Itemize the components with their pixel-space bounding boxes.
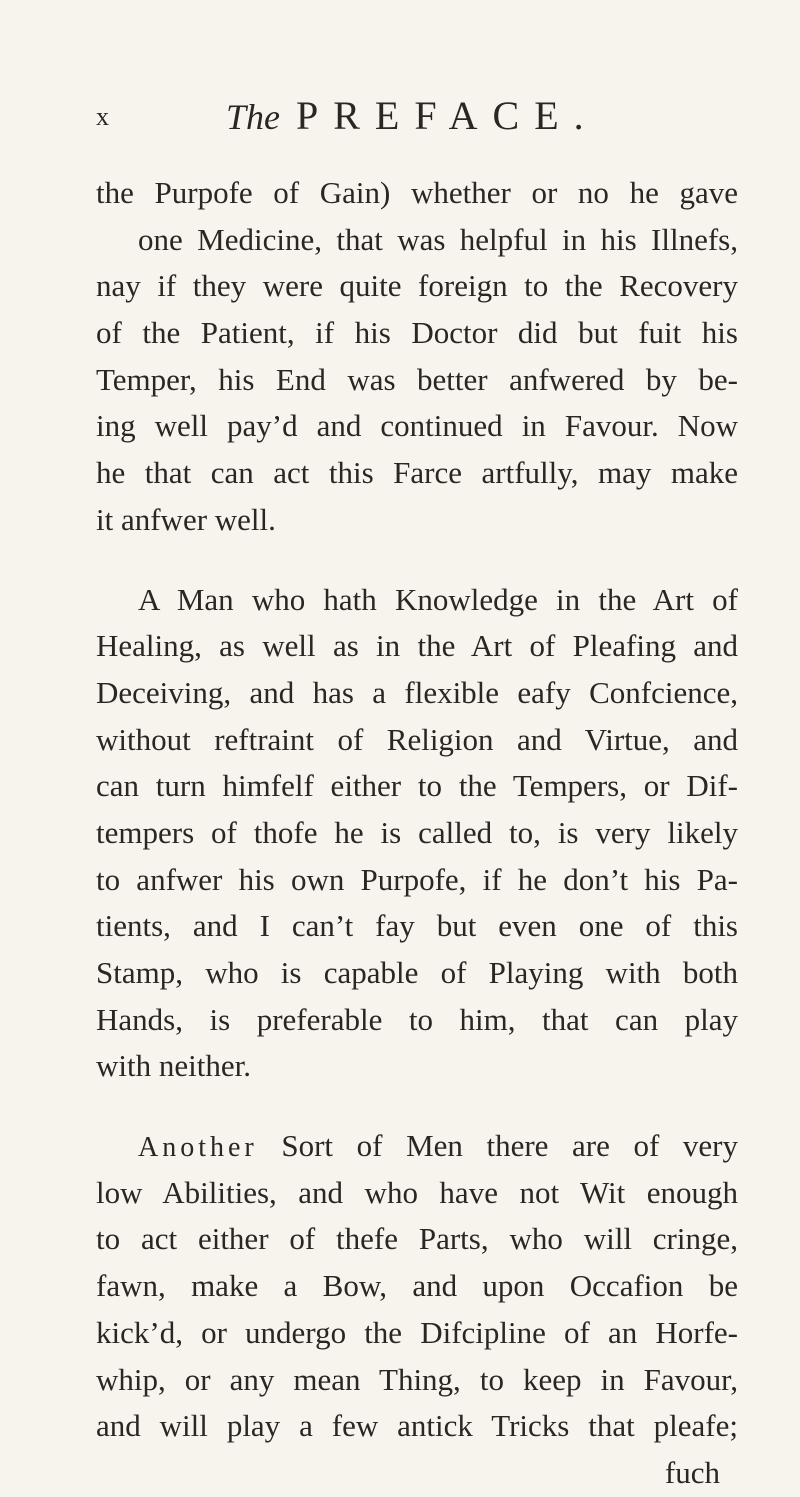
text-line: Deceiving, and has a flexible eafy Confcience, xyxy=(96,674,738,710)
text-line: he that can act this Farce artfully, may make xyxy=(96,455,738,491)
text-line: and will play a few antick Tricks that pleafe; xyxy=(96,1408,738,1444)
text-line: low Abilities, and who have not Wit enough xyxy=(96,1174,738,1210)
text-line: with neither. xyxy=(96,1048,251,1084)
text-line: A Man who hath Knowledge in the Art of xyxy=(138,581,738,617)
paragraph-3 xyxy=(96,1123,738,1450)
paragraph-gap xyxy=(96,1090,738,1123)
text-line: to act either of thefe Parts, who will cringe, xyxy=(96,1221,738,1257)
text-line: tempers of thofe he is called to, is very likely xyxy=(96,814,738,850)
text-line-rest: Sort of Men there are of very xyxy=(257,1128,738,1164)
text-line: Stamp, who is capable of Playing with both xyxy=(96,955,738,990)
text-line: Temper, his End was better anfwered by be- xyxy=(96,361,738,397)
lead-word: Another xyxy=(138,1132,258,1164)
text-line: nay if they were quite foreign to the Recovery xyxy=(96,268,738,304)
running-head-title: PREFACE. xyxy=(296,93,599,138)
text-line: of the Patient, if his Doctor did but fuit his xyxy=(96,315,738,351)
text-line: it anfwer well. xyxy=(96,501,276,537)
text-line: fawn, make a Bow, and upon Occafion be xyxy=(96,1268,738,1304)
body-text xyxy=(96,170,738,1497)
paragraph-gap xyxy=(96,544,738,577)
text-line: Hands, is preferable to him, that can play xyxy=(96,1001,738,1037)
paragraph-2 xyxy=(96,577,738,1091)
paragraph-1 xyxy=(96,170,738,544)
page-number: x xyxy=(96,102,110,131)
text-line: tients, and I can’t fay but even one of this xyxy=(96,908,738,944)
text-line: one Medicine, that was helpful in his Illnefs, xyxy=(138,221,738,257)
text-line: kick’d, or undergo the Difcipline of an Horfe- xyxy=(96,1314,738,1350)
text-line: the Purpofe of Gain) whether or no he gave xyxy=(96,175,738,210)
text-line: without reftraint of Religion and Virtue, and xyxy=(96,721,738,757)
text-line xyxy=(96,1123,738,1170)
text-line: to anfwer his own Purpofe, if he don’t his Pa- xyxy=(96,861,738,897)
text-line: can turn himfelf either to the Tempers, or Dif- xyxy=(96,768,738,804)
text-line: whip, or any mean Thing, to keep in Favour, xyxy=(96,1361,738,1397)
catchword: fuch xyxy=(664,1454,720,1490)
text-line: ing well pay’d and continued in Favour. Now xyxy=(96,408,738,444)
page-header xyxy=(96,92,736,142)
text-line: Healing, as well as in the Art of Pleafing and xyxy=(96,628,738,664)
running-head-the: The xyxy=(226,97,280,137)
running-head xyxy=(226,92,599,139)
